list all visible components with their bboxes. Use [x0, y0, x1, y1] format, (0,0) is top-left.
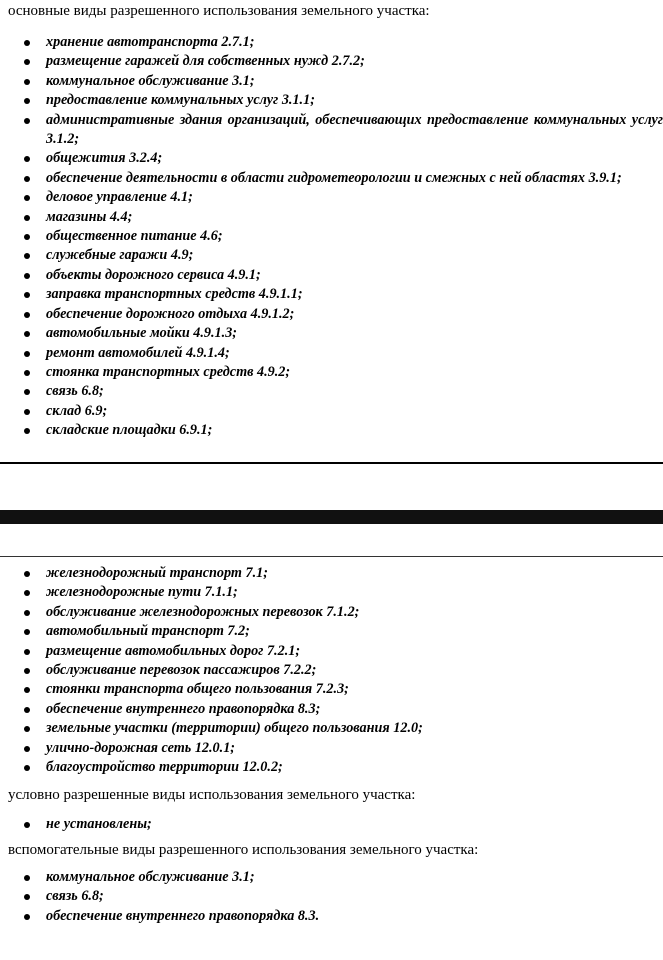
list-item [0, 208, 663, 227]
list-item [0, 661, 663, 680]
bullet-icon [24, 649, 30, 655]
list-item-text: обеспечение дорожного отдыха 4.9.1.2; [46, 305, 295, 322]
list-item-text: автомобильный транспорт 7.2; [46, 623, 250, 640]
list-item [0, 421, 663, 440]
list-item [0, 622, 663, 641]
bullet-icon [24, 176, 30, 182]
bullet-icon [24, 215, 30, 221]
list-item-text: размещение автомобильных дорог 7.2.1; [46, 642, 301, 659]
page-top-rule [0, 556, 663, 557]
bullet-icon [24, 351, 30, 357]
bullet-icon [24, 118, 30, 124]
list-item-text: связь 6.8; [46, 383, 104, 400]
list-item-text: улично-дорожная сеть 12.0.1; [46, 739, 236, 756]
auxiliary-uses-list [0, 868, 663, 926]
document-page-top [0, 0, 663, 465]
conditional-uses-heading: условно разрешенные виды использования земельного участка: [8, 787, 416, 803]
auxiliary-uses-heading: вспомогательные виды разрешенного использования земельного участка: [8, 842, 479, 858]
list-item [0, 72, 663, 91]
list-item-text: ремонт автомобилей 4.9.1.4; [46, 344, 230, 361]
list-item-text: предоставление коммунальных услуг 3.1.1; [46, 92, 315, 109]
bullet-icon [24, 687, 30, 693]
list-item-text: административные здания организаций, обеспечивающих предоставление коммунальных услуг 3.1.2; [46, 111, 663, 148]
bullet-icon [24, 253, 30, 259]
list-item [0, 680, 663, 699]
bullet-icon [24, 914, 30, 920]
list-item-text: стоянки транспорта общего пользования 7.2.3; [46, 681, 349, 698]
bullet-icon [24, 894, 30, 900]
list-item [0, 402, 663, 421]
list-item [0, 52, 663, 71]
list-item-text: склад 6.9; [46, 402, 108, 419]
bullet-icon [24, 389, 30, 395]
list-item-text: земельные участки (территории) общего пользования 12.0; [46, 720, 423, 737]
list-item [0, 91, 663, 110]
list-item-text: обслуживание перевозок пассажиров 7.2.2; [46, 662, 317, 679]
list-item-text: общественное питание 4.6; [46, 228, 223, 245]
list-item-text: обеспечение внутреннего правопорядка 8.3; [46, 700, 321, 717]
list-item [0, 246, 663, 265]
bullet-icon [24, 428, 30, 434]
list-item [0, 868, 663, 887]
list-item [0, 266, 663, 285]
list-item-text: стоянка транспортных средств 4.9.2; [46, 363, 291, 380]
list-item-text: магазины 4.4; [46, 208, 133, 225]
list-item [0, 583, 663, 602]
list-item-text: обслуживание железнодорожных перевозок 7.1.2; [46, 603, 360, 620]
list-item-text: заправка транспортных средств 4.9.1.1; [46, 286, 303, 303]
bullet-icon [24, 273, 30, 279]
list-item-text: коммунальное обслуживание 3.1; [46, 72, 255, 89]
list-item-text: железнодорожные пути 7.1.1; [46, 584, 238, 601]
bullet-icon [24, 195, 30, 201]
bullet-icon [24, 409, 30, 415]
bullet-icon [24, 726, 30, 732]
bullet-icon [24, 234, 30, 240]
bullet-icon [24, 765, 30, 771]
list-item-text: служебные гаражи 4.9; [46, 247, 194, 264]
page-separator-band [0, 510, 663, 524]
bullet-icon [24, 571, 30, 577]
list-item [0, 887, 663, 906]
bullet-icon [24, 822, 30, 828]
list-item [0, 719, 663, 738]
list-item [0, 111, 663, 150]
list-item-text: хранение автотранспорта 2.7.1; [46, 34, 255, 50]
list-item [0, 564, 663, 583]
list-item [0, 33, 663, 52]
bullet-icon [24, 312, 30, 318]
list-item [0, 169, 663, 188]
list-item-text: деловое управление 4.1; [46, 189, 193, 206]
list-item-text: объекты дорожного сервиса 4.9.1; [46, 266, 261, 283]
list-item [0, 700, 663, 719]
bullet-icon [24, 610, 30, 616]
main-uses-list-continued [0, 564, 663, 777]
list-item [0, 149, 663, 168]
list-item-text: складские площадки 6.9.1; [46, 422, 213, 439]
main-uses-list [0, 33, 663, 441]
bullet-icon [24, 40, 30, 46]
main-uses-heading: основные виды разрешенного использования земельного участка: [8, 3, 430, 19]
bullet-icon [24, 668, 30, 674]
list-item-text: благоустройство территории 12.0.2; [46, 759, 283, 776]
list-item [0, 739, 663, 758]
list-item [0, 305, 663, 324]
bullet-icon [24, 629, 30, 635]
list-item [0, 227, 663, 246]
list-item [0, 188, 663, 207]
list-item [0, 642, 663, 661]
bullet-icon [24, 79, 30, 85]
bullet-icon [24, 156, 30, 162]
list-item [0, 815, 663, 834]
list-item-text: связь 6.8; [46, 888, 104, 905]
bullet-icon [24, 590, 30, 596]
list-item-text: общежития 3.2.4; [46, 150, 163, 167]
list-item [0, 363, 663, 382]
bullet-icon [24, 746, 30, 752]
list-item-text: размещение гаражей для собственных нужд 2.7.2; [46, 53, 365, 70]
bullet-icon [24, 370, 30, 376]
bullet-icon [24, 331, 30, 337]
list-item [0, 758, 663, 777]
list-item [0, 285, 663, 304]
list-item [0, 324, 663, 343]
bullet-icon [24, 59, 30, 65]
list-item-text: обеспечение деятельности в области гидрометеорологии и смежных с ней областях 3.9.1; [46, 169, 622, 186]
document-page-bottom [0, 556, 663, 960]
list-item-text: обеспечение внутреннего правопорядка 8.3. [46, 907, 320, 924]
list-item-text: железнодорожный транспорт 7.1; [46, 565, 268, 581]
list-item [0, 603, 663, 622]
list-item [0, 907, 663, 926]
bullet-icon [24, 707, 30, 713]
bullet-icon [24, 292, 30, 298]
conditional-uses-list [0, 815, 663, 834]
page-bottom-rule [0, 462, 663, 464]
list-item-text: коммунальное обслуживание 3.1; [46, 869, 255, 885]
bullet-icon [24, 875, 30, 881]
list-item [0, 382, 663, 401]
list-item-text: автомобильные мойки 4.9.1.3; [46, 325, 238, 342]
bullet-icon [24, 98, 30, 104]
list-item [0, 344, 663, 363]
list-item-text: не установлены; [46, 816, 152, 832]
